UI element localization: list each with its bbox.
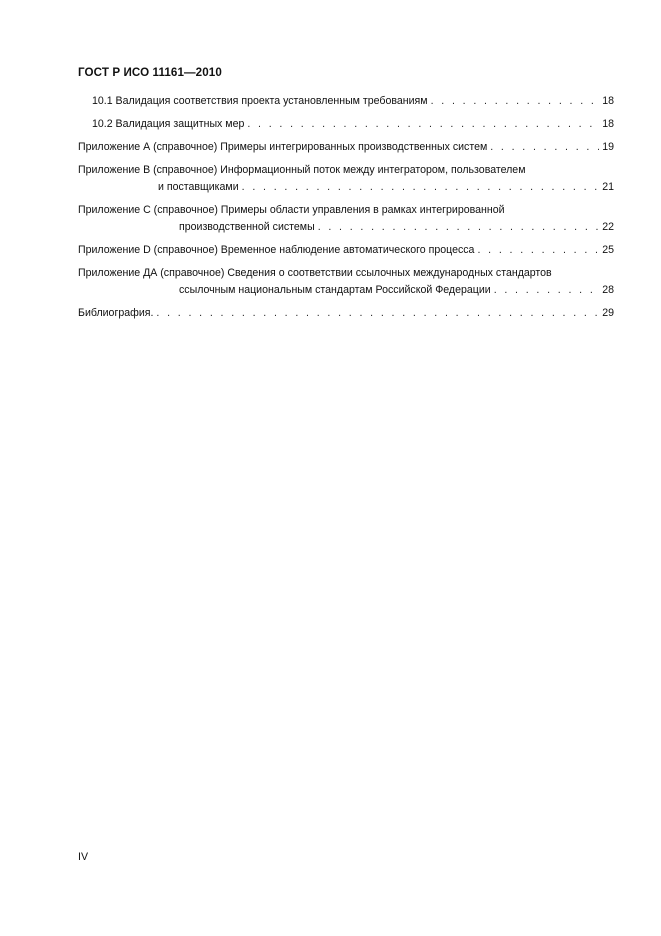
- leader-dots: [494, 282, 600, 299]
- page-number-footer: IV: [78, 851, 89, 863]
- toc-entry-annex-c[interactable]: [78, 202, 614, 236]
- table-of-contents: [78, 93, 614, 328]
- toc-entry-title-continued: и поставщиками: [158, 181, 239, 193]
- toc-entry-title: Приложение ДА (справочное) Сведения о соответствии ссылочных международных стандартов: [78, 267, 552, 279]
- toc-entry-annex-da[interactable]: [78, 265, 614, 299]
- leader-dots: [318, 219, 600, 236]
- toc-page-number: 19: [602, 141, 614, 153]
- toc-page-number: 21: [602, 181, 614, 193]
- toc-entry-annex-b[interactable]: [78, 162, 614, 196]
- toc-entry-annex-a[interactable]: [78, 139, 614, 156]
- toc-entry-10-2[interactable]: [78, 116, 614, 133]
- leader-dots: [242, 179, 600, 196]
- document-header: ГОСТ Р ИСО 11161—2010: [78, 66, 222, 79]
- leader-dots: [431, 93, 600, 110]
- toc-page-number: 18: [602, 118, 614, 130]
- toc-page-number: 25: [602, 244, 614, 256]
- toc-page-number: 22: [602, 221, 614, 233]
- toc-page-number: 29: [602, 307, 614, 319]
- toc-entry-title: Библиография.: [78, 307, 154, 319]
- toc-entry-title-continued: производственной системы: [179, 221, 315, 233]
- leader-dots: [490, 139, 599, 156]
- toc-entry-title: Приложение С (справочное) Примеры области управления в рамках интегрированной: [78, 204, 505, 216]
- toc-entry-bibliography[interactable]: [78, 305, 614, 322]
- leader-dots: [247, 116, 599, 133]
- toc-entry-title-continued: ссылочным национальным стандартам Российской Федерации: [179, 284, 491, 296]
- toc-entry-title: 10.2 Валидация защитных мер: [92, 118, 245, 130]
- toc-page-number: 18: [602, 95, 614, 107]
- leader-dots: [156, 305, 599, 322]
- toc-entry-10-1[interactable]: [78, 93, 614, 110]
- toc-entry-title: Приложение D (справочное) Временное наблюдение автоматического процесса: [78, 244, 475, 256]
- toc-entry-title: Приложение В (справочное) Информационный поток между интегратором, пользователем: [78, 164, 526, 176]
- toc-entry-title: Приложение А (справочное) Примеры интегрированных производственных систем: [78, 141, 488, 153]
- leader-dots: [477, 242, 599, 259]
- toc-entry-title: 10.1 Валидация соответствия проекта установленным требованиям: [92, 95, 428, 107]
- toc-page-number: 28: [602, 284, 614, 296]
- toc-entry-annex-d[interactable]: [78, 242, 614, 259]
